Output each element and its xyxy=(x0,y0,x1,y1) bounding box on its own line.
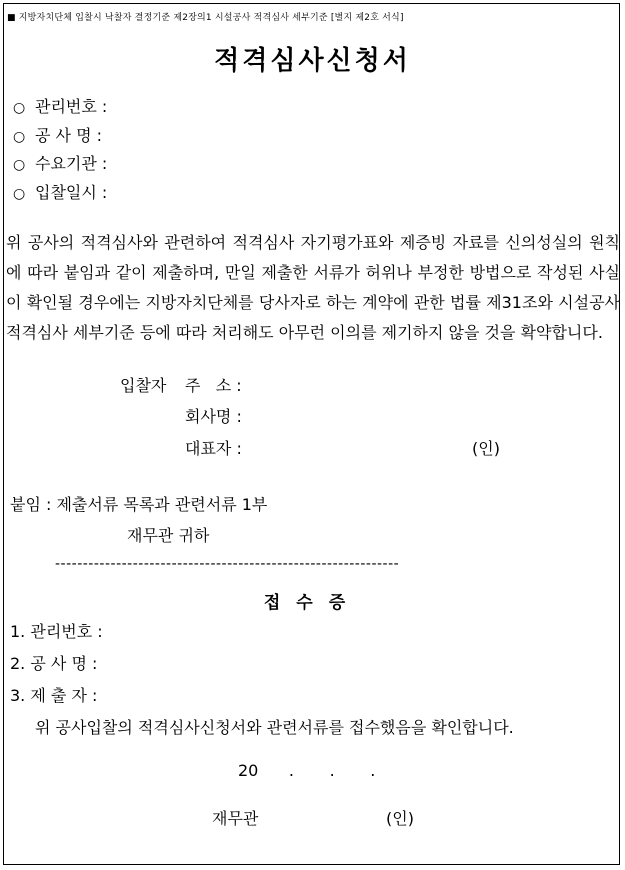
bidder-representative-label: 대표자 : xyxy=(185,439,242,458)
receipt-seal-mark: (인) xyxy=(386,809,414,828)
receipt-confirmation-text: 위 공사입찰의 적격심사신청서와 관련서류를 접수했음을 확인합니다. xyxy=(35,718,514,737)
receipt-date-line: 20 . . . xyxy=(238,761,376,780)
document-title: 적격심사신청서 xyxy=(214,46,411,76)
form-reference-header: ■ 지방자치단체 입찰시 낙찰자 결정기준 제2장의1 시설공사 적격심사 세부기준 [별지 제2호 서식] xyxy=(7,13,404,23)
bidder-address-label: 주 소 : xyxy=(185,376,242,395)
field-label: 관리번호 : xyxy=(35,97,108,116)
pledge-paragraph: 위 공사의 적격심사와 관련하여 적격심사 자기평가표와 제증빙 자료를 신의성실의 원칙에 따라 붙임과 같이 제출하며, 만일 제출한 서류가 허위나 부정한 방법으로 작성된 사실이 확인될 경우에는 지방자치단체를 당사자로 하는 계약에 관한 법률 제31조와 시설공사 적격심사 세부기준 등에 따라 처리해도 아무런 이의를 제기하지 않을 것을 확약합니다. xyxy=(6,233,620,342)
circle-bullet-icon: ○ xyxy=(13,100,26,116)
bidder-seal-mark: (인) xyxy=(472,439,500,458)
field-label: 입찰일시 : xyxy=(35,183,108,202)
cut-divider: -------------------------------------------------------------- xyxy=(55,556,400,572)
receipt-item-project-name xyxy=(10,651,97,674)
item-label: 제 출 자 : xyxy=(30,686,98,705)
receipt-item-management-number xyxy=(10,619,103,642)
field-project-name xyxy=(13,123,102,146)
item-label: 관리번호 : xyxy=(30,622,103,641)
field-demand-agency xyxy=(13,151,107,174)
item-number: 1. xyxy=(10,622,26,641)
circle-bullet-icon: ○ xyxy=(13,129,26,145)
circle-bullet-icon: ○ xyxy=(13,186,26,202)
receipt-title: 접수증 xyxy=(263,593,362,613)
field-bid-datetime xyxy=(13,180,107,203)
attachment-note: 붙임 : 제출서류 목록과 관련서류 1부 xyxy=(10,495,268,514)
field-label: 수요기관 : xyxy=(35,154,108,173)
field-label: 공 사 명 : xyxy=(35,126,103,145)
addressee: 재무관 귀하 xyxy=(127,526,210,545)
bidder-company-label: 회사명 : xyxy=(185,407,242,426)
circle-bullet-icon: ○ xyxy=(13,157,26,173)
bidder-group-label: 입찰자 xyxy=(120,376,167,395)
item-number: 2. xyxy=(10,654,26,673)
item-label: 공 사 명 : xyxy=(30,654,98,673)
item-number: 3. xyxy=(10,686,26,705)
field-management-number xyxy=(13,94,107,117)
receipt-officer: 재무관 xyxy=(212,809,259,828)
receipt-item-submitter xyxy=(10,683,97,706)
